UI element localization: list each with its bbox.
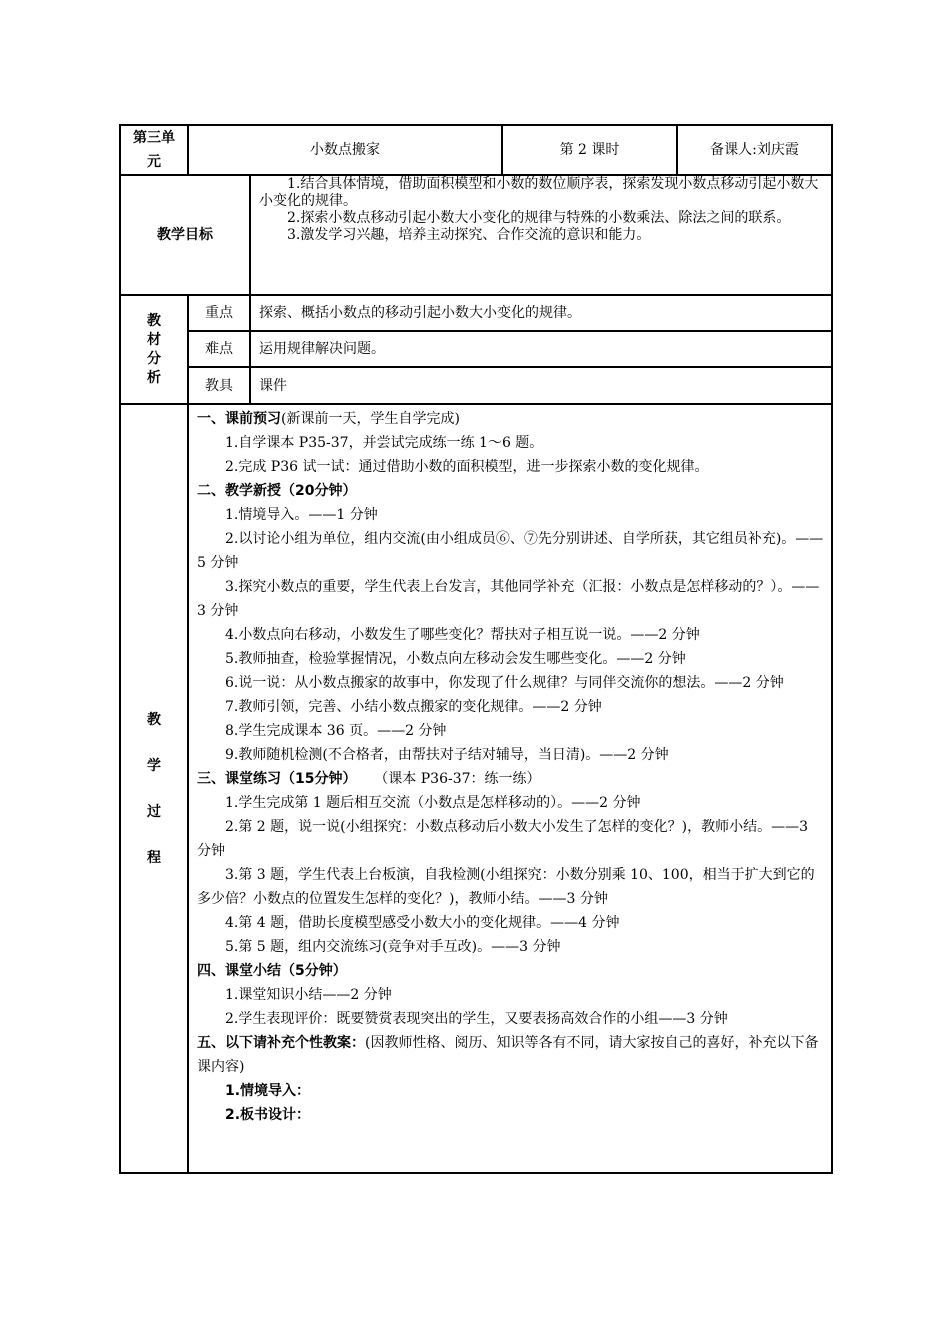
analysis-row-difficulty	[120, 331, 832, 367]
section-heading: 四、课堂小结（5分钟）	[197, 963, 347, 979]
analysis-label: 教 材 分 析	[120, 295, 188, 404]
section-heading: 五、以下请补充个性教案：(因教师性格、阅历、知识等各有不同，请大家按自己的喜好，补充以下备课内容)	[197, 1035, 819, 1075]
list-item: 5.第 5 题，组内交流练习(竞争对手互改)。——3 分钟	[225, 939, 561, 955]
header-row	[120, 125, 832, 175]
list-item: 3.探究小数点的重要，学生代表上台发言，其他同学补充（汇报：小数点是怎样移动的？）。——3 分钟	[197, 579, 820, 619]
process-content	[188, 404, 832, 1173]
list-item: 6.说一说：从小数点搬家的故事中，你发现了什么规律？与同伴交流你的想法。——2 分钟	[225, 675, 784, 691]
section-heading: 一、课前预习(新课前一天，学生自学完成)	[197, 411, 460, 427]
goal-item: 2.探索小数点移动引起小数大小变化的规律与特殊的小数乘法、除法之间的联系。	[287, 210, 791, 226]
list-item: 1.自学课本 P35-37，并尝试完成练一练 1～6 题。	[225, 435, 544, 451]
list-item: 2.以讨论小组为单位，组内交流(由小组成员⑥、⑦先分别讲述、自学所获，其它组员补充)。——5 分钟	[197, 531, 824, 571]
list-item: 3.第 3 题，学生代表上台板演，自我检测(小组探究：小数分别乘 10、100，相当于扩大到它的多少倍？小数点的位置发生怎样的变化？)，教师小结。——3 分钟	[197, 867, 815, 907]
list-item: 2.第 2 题，说一说(小组探究：小数点移动后小数大小发生了怎样的变化？)，教师小结。——3 分钟	[197, 819, 808, 859]
lesson-number: 第 2 课时	[502, 125, 677, 175]
list-item: 8.学生完成课本 36 页。——2 分钟	[225, 723, 447, 739]
list-item: 5.教师抽查，检验掌握情况，小数点向左移动会发生哪些变化。——2 分钟	[225, 651, 686, 667]
difficulty-text: 运用规律解决问题。	[250, 331, 832, 367]
list-item: 9.教师随机检测(不合格者，由帮扶对子结对辅导，当日清)。——2 分钟	[225, 747, 669, 763]
aids-label: 教具	[188, 367, 250, 404]
section-heading: 二、教学新授（20分钟）	[197, 483, 357, 499]
goal-item: 3.激发学习兴趣，培养主动探究、合作交流的意识和能力。	[287, 227, 651, 243]
goals-content	[250, 175, 832, 295]
process-label: 教 学 过 程	[120, 404, 188, 1173]
goals-label: 教学目标	[120, 175, 250, 295]
list-item: 7.教师引领，完善、小结小数点搬家的变化规律。——2 分钟	[225, 699, 602, 715]
aids-text: 课件	[250, 367, 832, 404]
lesson-plan-table	[119, 124, 833, 1174]
list-item: 2.板书设计：	[225, 1107, 311, 1123]
goals-row	[120, 175, 832, 295]
lesson-plan	[119, 124, 831, 1174]
list-item: 2.完成 P36 试一试：通过借助小数的面积模型，进一步探索小数的变化规律。	[225, 459, 709, 475]
list-item: 4.第 4 题，借助长度模型感受小数大小的变化规律。——4 分钟	[225, 915, 620, 931]
lesson-title: 小数点搬家	[188, 125, 502, 175]
list-item: 1.课堂知识小结——2 分钟	[225, 987, 392, 1003]
preparer: 备课人:刘庆霞	[677, 125, 832, 175]
list-item: 1.学生完成第 1 题后相互交流（小数点是怎样移动的）。——2 分钟	[225, 795, 641, 811]
difficulty-label: 难点	[188, 331, 250, 367]
analysis-row-aids	[120, 367, 832, 404]
key-point-text: 探索、概括小数点的移动引起小数大小变化的规律。	[250, 295, 832, 331]
list-item: 2.学生表现评价：既要赞赏表现突出的学生，又要表扬高效合作的小组——3 分钟	[225, 1011, 728, 1027]
list-item: 1.情境导入。——1 分钟	[225, 507, 378, 523]
key-point-label: 重点	[188, 295, 250, 331]
list-item: 4.小数点向右移动，小数发生了哪些变化？帮扶对子相互说一说。——2 分钟	[225, 627, 700, 643]
section-heading: 三、课堂练习（15分钟） （课本 P36-37：练一练）	[197, 771, 541, 787]
process-row	[120, 404, 832, 1173]
goal-item: 1.结合具体情境，借助面积模型和小数的数位顺序表，探索发现小数点移动引起小数大小变化的规律。	[259, 176, 819, 209]
list-item: 1.情境导入：	[225, 1083, 311, 1099]
unit-cell: 第三单元	[120, 125, 188, 175]
analysis-row-key	[120, 295, 832, 331]
